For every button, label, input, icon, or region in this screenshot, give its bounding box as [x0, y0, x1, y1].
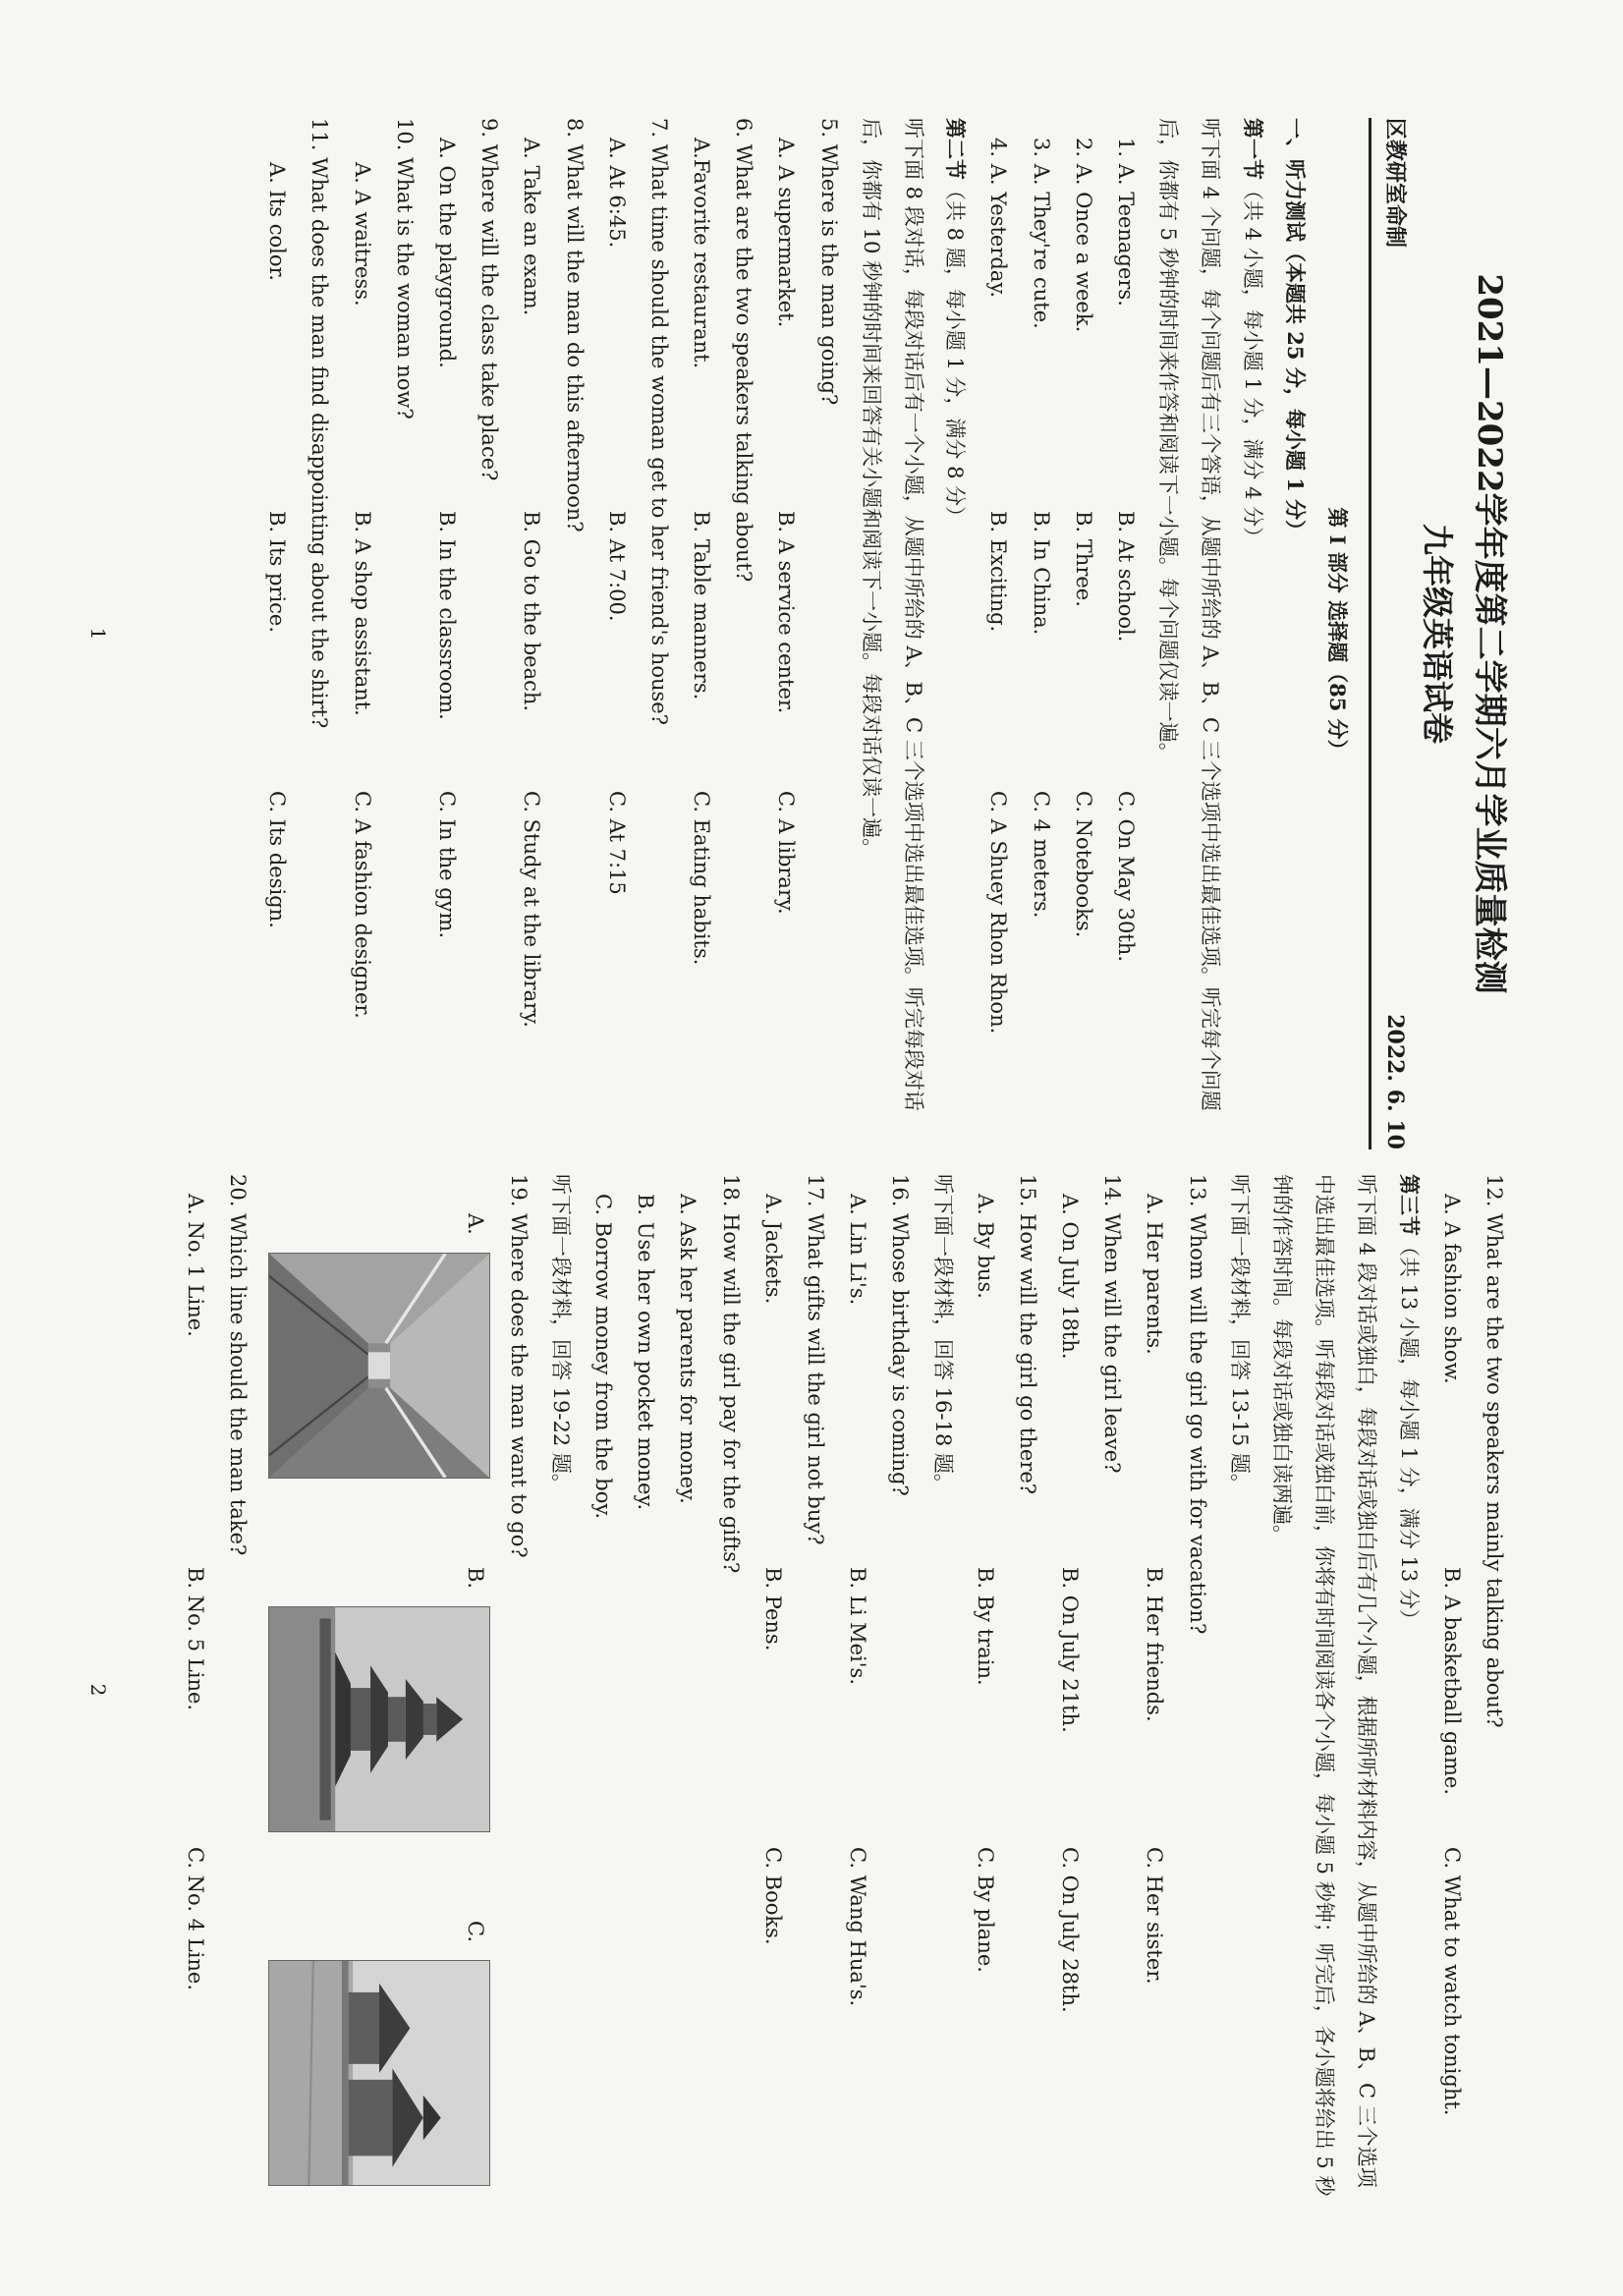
option-b[interactable]: B. Table manners.	[690, 511, 714, 700]
question-text: 9. Where will the class take place?	[477, 118, 502, 481]
option-b[interactable]: B. Her friends.	[1143, 1567, 1167, 1722]
question-options	[255, 118, 298, 1149]
option-c[interactable]: C. Its design.	[265, 791, 290, 928]
option-c[interactable]: C. Wang Hua's.	[846, 1847, 870, 2007]
option-c[interactable]: C. By plane.	[973, 1847, 997, 1973]
question-text: 10. What is the woman now?	[392, 118, 417, 420]
question-text: 8. What will the man do this afternoon?	[562, 118, 587, 532]
option-a[interactable]: A. Jackets.	[760, 1194, 785, 1305]
option-b[interactable]: B. At 7:00.	[604, 511, 629, 622]
option-a[interactable]: A. Take an exam.	[520, 138, 544, 316]
page-2	[0, 1174, 1515, 2206]
page-1	[0, 118, 1515, 1149]
option-b[interactable]: B. Li Mei's.	[846, 1567, 870, 1685]
page-number: 1	[86, 627, 111, 641]
option-b[interactable]: B. In the classroom.	[435, 511, 459, 720]
subway-station-photo[interactable]	[268, 1253, 490, 1479]
image-options-row	[258, 1174, 496, 2206]
question-row	[1019, 118, 1061, 1149]
option-c[interactable]: C. Books.	[760, 1847, 785, 1945]
option-b[interactable]: B. Pens.	[760, 1567, 785, 1652]
question-text: 20. Which line should the man take?	[226, 1174, 251, 1556]
exam-subtitle: 九年级英语试卷	[1419, 523, 1456, 744]
option-c[interactable]: C. A Shuey Rhon Rhon.	[986, 791, 1011, 1035]
exam-title: 2021—2022学年度第二学期六月学业质量检测	[1470, 273, 1509, 994]
question-options	[836, 1174, 878, 2206]
section-2-instructions: 听下面 8 段对话，每段对话后有一个小题，从题中所给的 A、B、C 三个选项中选出最佳选项。听完每段对话后，你都有 10 秒钟的时间来回答有关小题和阅读下一小题。每段对话仅读一遍。	[859, 118, 926, 1111]
pagoda-photo[interactable]	[268, 1606, 490, 1832]
option-a[interactable]: A. Lin Li's.	[846, 1194, 870, 1306]
question-text: 13. Whom will the girl go with for vacation?	[1185, 1174, 1209, 1635]
option-a[interactable]: 3. A. They're cute.	[1029, 138, 1053, 329]
section-desc: （共 4 小题，每小题 1 分，满分 4 分）	[1240, 180, 1264, 548]
option-c[interactable]: C. Study at the library.	[520, 791, 544, 1028]
option-a[interactable]: A. By bus.	[973, 1194, 997, 1299]
section-label: 第一节	[1240, 118, 1265, 180]
exam-date: 2022. 6. 10	[1382, 1014, 1409, 1149]
option-a[interactable]: A. No. 1 Line.	[184, 1194, 208, 1337]
page-number: 2	[86, 1683, 111, 1697]
option-a[interactable]: A. On July 18th.	[1058, 1194, 1083, 1360]
question-options	[1048, 1174, 1091, 2206]
part-heading: 第 I 部分 选择题（85 分）	[1325, 507, 1350, 760]
section-3-instructions: 听下面 4 段对话或独白，每段对话或独白后有几个小题，根据所听材料内容，从题中所给的 A、B、C 三个选项中选出最佳选项。听每段对话或独白前，你将有时间阅读各个小题，每小题 5 秒钟；听完后，各小题将给出 5 秒钟的作答时间。每段对话或独白读两遍。	[1270, 1174, 1379, 2197]
option-a[interactable]: A. At 6:45.	[604, 138, 629, 249]
option-c[interactable]: C. On July 28th.	[1058, 1847, 1083, 2013]
question-row	[1104, 118, 1147, 1149]
question-text: 18. How will the girl pay for the gifts?	[718, 1174, 743, 1574]
option-c[interactable]: C. Her sister.	[1143, 1847, 1167, 1985]
option-c[interactable]: C. Borrow money from the boy.	[591, 1194, 616, 1520]
material-note: 听下面一段材料，回答 19-22 题。	[548, 1174, 573, 1494]
option-b[interactable]: B. Go to the beach.	[520, 511, 544, 712]
option-c[interactable]: C. Eating habits.	[690, 791, 714, 966]
option-b[interactable]: B. Exciting.	[986, 511, 1011, 633]
question-text: 17. What gifts will the girl not buy?	[803, 1174, 827, 1545]
option-b[interactable]: B. At school.	[1114, 511, 1139, 643]
option-b[interactable]: B. By train.	[973, 1567, 997, 1686]
section-desc: （共 8 题，每小题 1 分，满分 8 分）	[943, 180, 968, 528]
option-c[interactable]: C. 4 meters.	[1029, 791, 1053, 919]
question-options	[595, 118, 638, 1149]
option-b[interactable]: B. Three.	[1071, 511, 1095, 607]
question-row	[977, 118, 1019, 1149]
question-options	[680, 118, 722, 1149]
question-options	[752, 1174, 794, 2206]
section-1-heading	[1231, 118, 1273, 1149]
material-note: 听下面一段材料，回答 16-18 题。	[930, 1174, 955, 1494]
option-b[interactable]: B. In China.	[1029, 511, 1053, 636]
question-text: 11. What does the man find disappointing about the shirt?	[308, 118, 332, 729]
option-b[interactable]: B. A service center.	[774, 511, 799, 714]
option-b[interactable]: B. Its price.	[265, 511, 290, 634]
option-c[interactable]: C. No. 4 Line.	[184, 1847, 208, 1990]
option-b[interactable]: B. No. 5 Line.	[184, 1567, 208, 1711]
question-options	[510, 118, 552, 1149]
temple-waterfront-photo[interactable]	[268, 1960, 490, 2186]
question-options	[1133, 1174, 1175, 2206]
option-b[interactable]: B. Use her own pocket money.	[634, 1194, 658, 1511]
section-2-heading	[934, 118, 977, 1149]
header-rule	[1369, 118, 1411, 1149]
question-options	[1430, 1174, 1473, 2206]
material-note: 听下面一段材料，回答 13-15 题。	[1227, 1174, 1252, 1494]
option-b[interactable]: B. A shop assistant.	[350, 511, 374, 716]
option-a[interactable]: A. A supermarket.	[774, 138, 799, 328]
question-options	[425, 118, 468, 1149]
option-a[interactable]: 4. A. Yesterday.	[986, 138, 1011, 299]
option-b[interactable]: B.	[464, 1567, 488, 1590]
question-options	[764, 118, 807, 1149]
question-options	[964, 1174, 1006, 2206]
question-text: 16. Whose birthday is coming?	[888, 1174, 913, 1496]
section-label: 第三节	[1396, 1174, 1422, 1236]
section-3-heading	[1387, 1174, 1429, 2206]
option-c[interactable]: C. A fashion designer.	[350, 791, 374, 1019]
option-a[interactable]: A. Its color.	[265, 162, 290, 281]
question-text: 12. What are the two speakers mainly talking about?	[1483, 1174, 1506, 1728]
option-c[interactable]: C.	[464, 1921, 488, 1942]
question-text: 7. What time should the woman get to her friend's house?	[646, 118, 671, 725]
section-1-instructions: 听下面 4 个问题，每个问题后有三个答语，从题中所给的 A、B、C 三个选项中选出最佳选项。听完每个问题后，你都有 5 秒钟的时间来作答和阅读下一小题。每个问题仅读一遍。	[1156, 118, 1223, 1111]
listening-title: 一、听力测试（本题共 25 分，每小题 1 分）	[1282, 118, 1308, 541]
section-label: 第二节	[943, 118, 969, 180]
option-a[interactable]: A. On the playground.	[435, 138, 459, 368]
option-b[interactable]: B. On July 21th.	[1058, 1567, 1083, 1733]
issuer-note: 区教研室命制	[1382, 118, 1409, 249]
option-a[interactable]: 2. A. Once a week.	[1071, 138, 1095, 333]
option-a[interactable]: A. A waitress.	[350, 162, 374, 307]
option-c[interactable]: C. What to watch tonight.	[1439, 1847, 1464, 2116]
question-options	[340, 118, 382, 1149]
option-a[interactable]: A.	[464, 1213, 488, 1235]
question-options	[174, 1174, 216, 2206]
option-a[interactable]: A. Her parents.	[1143, 1194, 1167, 1355]
option-c[interactable]: C. In the gym.	[435, 791, 459, 939]
question-row	[1062, 118, 1104, 1149]
option-c[interactable]: C. At 7:15	[604, 791, 629, 895]
question-text: 6. What are the two speakers talking about?	[732, 118, 756, 583]
option-c[interactable]: C. On May 30th.	[1114, 791, 1139, 963]
section-desc: （共 13 小题，每小题 1 分，满分 13 分）	[1396, 1236, 1421, 1630]
option-a[interactable]: A. A fashion show.	[1439, 1194, 1464, 1384]
option-a[interactable]: 1. A. Teenagers.	[1114, 138, 1139, 307]
question-text: 19. Where does the man want to go?	[506, 1174, 531, 1558]
option-b[interactable]: B. A basketball game.	[1439, 1567, 1464, 1796]
option-a[interactable]: A. Ask her parents for money.	[676, 1194, 700, 1504]
option-c[interactable]: C. Notebooks.	[1071, 791, 1095, 938]
question-text: 15. How will the girl go there?	[1015, 1174, 1039, 1495]
option-c[interactable]: C. A library.	[774, 791, 799, 915]
option-a[interactable]: A.Favorite restaurant.	[690, 138, 714, 369]
question-text: 14. When will the girl leave?	[1100, 1174, 1125, 1474]
question-text: 5. Where is the man going?	[816, 118, 841, 406]
